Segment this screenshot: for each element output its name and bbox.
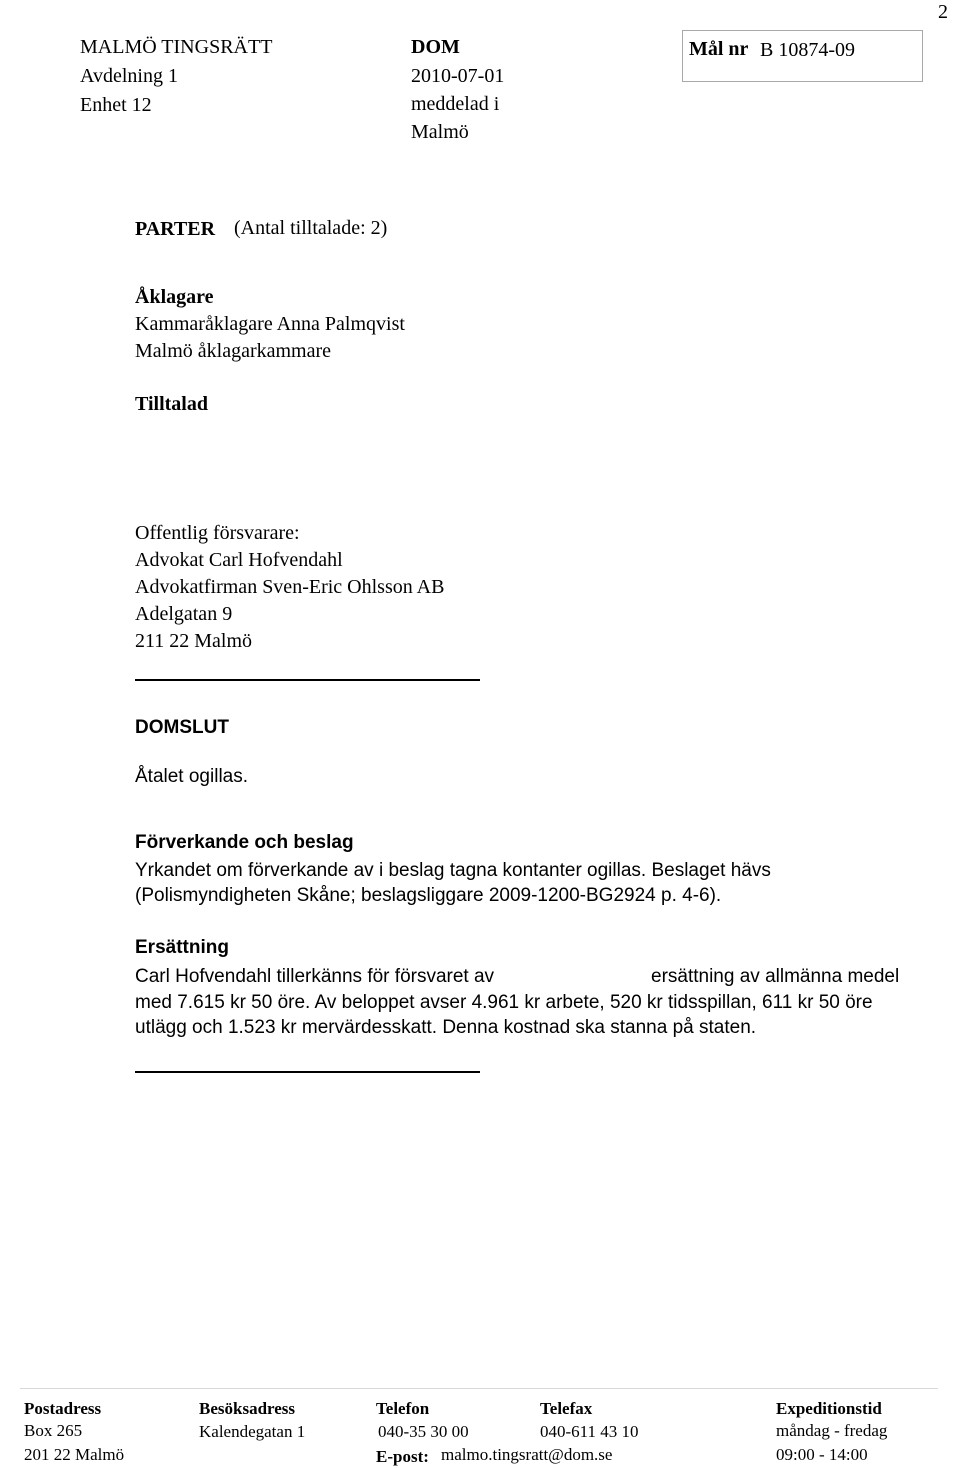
compensation-text-line-1b: ersättning av allmänna medel: [651, 966, 900, 987]
parties-heading: PARTER: [135, 218, 216, 240]
prosecutor-heading: Åklagare: [135, 286, 214, 308]
footer-postal-line-1: Box 265: [24, 1421, 83, 1440]
case-number: B 10874-09: [760, 39, 855, 61]
footer-email-value[interactable]: malmo.tingsratt@dom.se: [441, 1445, 613, 1464]
footer-hours-heading: Expeditionstid: [776, 1399, 882, 1418]
document-type: DOM: [411, 36, 460, 58]
defendant-count: (Antal tilltalade: 2): [234, 217, 388, 239]
judgment-heading: DOMSLUT: [135, 717, 229, 738]
compensation-text-line-2: med 7.615 kr 50 öre. Av beloppet avser 4.961 kr arbete, 520 kr tidsspillan, 611 kr 50 öre: [135, 992, 873, 1013]
footer-phone-heading: Telefon: [376, 1399, 430, 1418]
prosecution-result: Åtalet ogillas.: [135, 766, 249, 787]
court-name: MALMÖ TINGSRÄTT: [80, 36, 273, 58]
prosecutor-name: Kammaråklagare Anna Palmqvist: [135, 313, 405, 335]
defendant-heading: Tilltalad: [135, 393, 208, 415]
forfeiture-heading: Förverkande och beslag: [135, 832, 354, 853]
footer-visit-heading: Besöksadress: [199, 1399, 296, 1418]
section-divider: [135, 679, 480, 681]
judgment-date: 2010-07-01: [411, 65, 505, 87]
footer-hours-days: måndag - fredag: [776, 1421, 888, 1440]
footer-rule: [20, 1388, 938, 1389]
court-unit: Enhet 12: [80, 94, 152, 116]
defender-firm: Advokatfirman Sven-Eric Ohlsson AB: [135, 576, 445, 598]
defender-city: 211 22 Malmö: [135, 630, 253, 652]
defender-label: Offentlig försvarare:: [135, 522, 300, 544]
court-division: Avdelning 1: [80, 65, 178, 87]
compensation-text-line-1a: Carl Hofvendahl tillerkänns för försvaret av: [135, 966, 495, 987]
delivered-city: Malmö: [411, 121, 469, 143]
prosecutor-office: Malmö åklagarkammare: [135, 340, 332, 362]
footer-hours-time: 09:00 - 14:00: [776, 1445, 868, 1464]
compensation-heading: Ersättning: [135, 937, 229, 958]
footer-email-label: E-post:: [376, 1447, 429, 1466]
compensation-text-line-3: utlägg och 1.523 kr mervärdesskatt. Denna kostnad ska stanna på staten.: [135, 1017, 757, 1038]
forfeiture-text-line-1: Yrkandet om förverkande av i beslag tagna kontanter ogillas. Beslaget hävs: [135, 860, 771, 881]
defender-name: Advokat Carl Hofvendahl: [135, 549, 343, 571]
footer-visit-line-1: Kalendegatan 1: [199, 1422, 306, 1441]
footer-postal-line-2: 201 22 Malmö: [24, 1445, 125, 1464]
case-number-label: Mål nr: [689, 38, 749, 60]
footer-phone-value: 040-35 30 00: [378, 1422, 469, 1441]
delivered-label: meddelad i: [411, 93, 500, 115]
footer-postal-heading: Postadress: [24, 1399, 102, 1418]
forfeiture-text-line-2: (Polismyndigheten Skåne; beslagsliggare 2009-1200-BG2924 p. 4-6).: [135, 885, 722, 906]
footer-fax-value: 040-611 43 10: [540, 1422, 639, 1441]
page-number: 2: [938, 1, 948, 23]
footer-fax-heading: Telefax: [540, 1399, 593, 1418]
defender-street: Adelgatan 9: [135, 603, 233, 625]
closing-divider: [135, 1071, 480, 1073]
